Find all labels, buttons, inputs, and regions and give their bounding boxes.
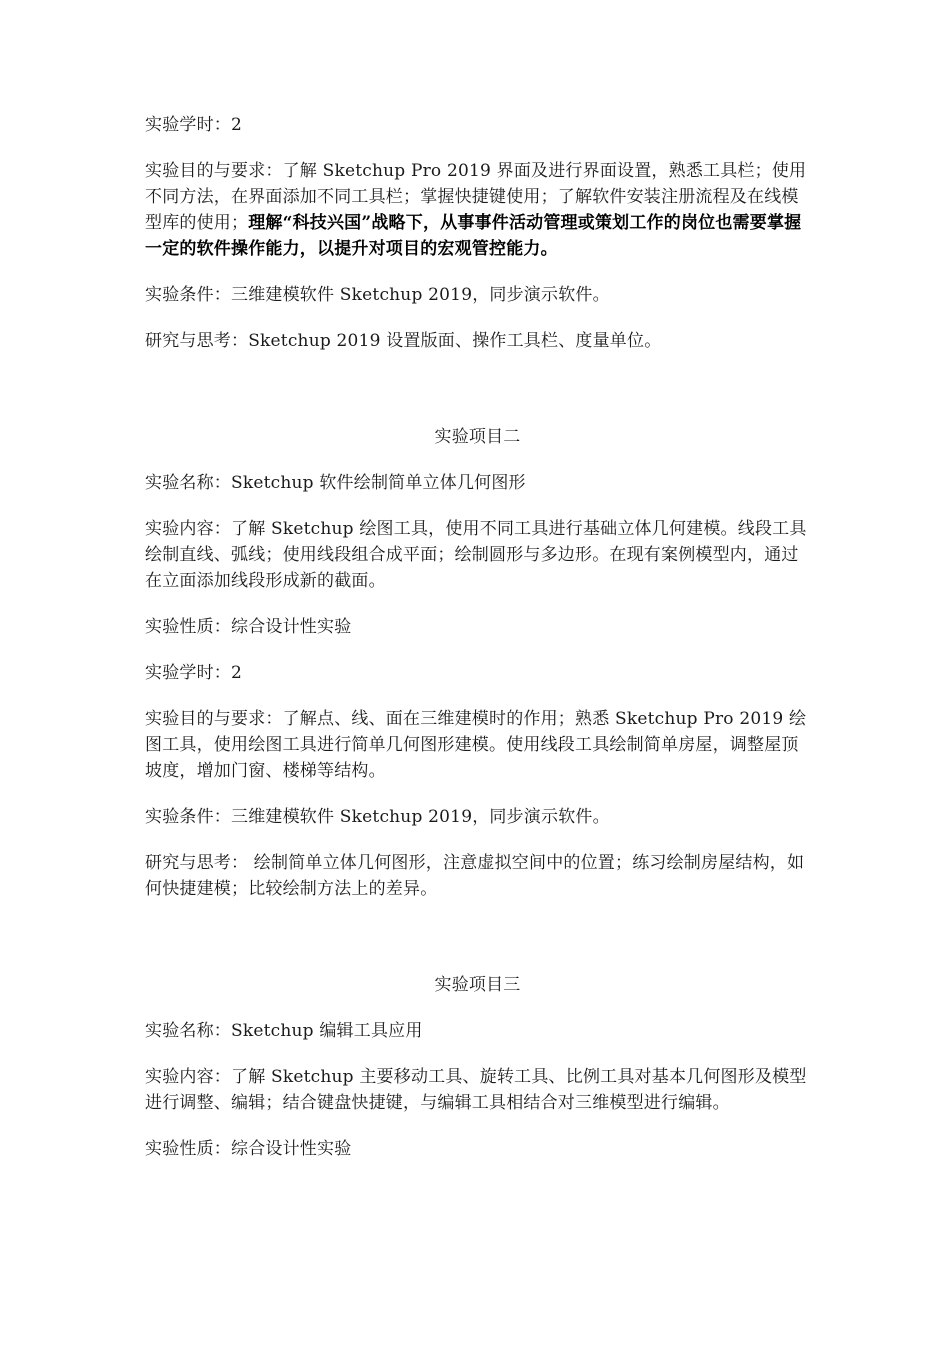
block1-thinking: 研究与思考：Sketchup 2019 设置版面、操作工具栏、度量单位。 (145, 331, 662, 351)
block3-content: 实验内容：了解 Sketchup 主要移动工具、旋转工具、比例工具对基本几何图形及模型进行调整、编辑；结合键盘快捷键，与编辑工具相结合对三维模型进行编辑。 (145, 1067, 807, 1113)
block2-nature: 实验性质：综合设计性实验 (145, 617, 352, 637)
block1-purpose-text: 实验目的与要求：了解 Sketchup Pro 2019 界面及进行界面设置，熟悉工具栏；使用不同方法，在界面添加不同工具栏；掌握快捷键使用；了解软件安装注册流程及在线模型库的使用； (145, 161, 807, 233)
block2-purpose: 实验目的与要求：了解点、线、面在三维建模时的作用；熟悉 Sketchup Pro 2019 绘图工具，使用绘图工具进行简单几何图形建模。使用线段工具绘制简单房屋，调整屋顶坡度，增加门窗、楼梯等结构。 (145, 709, 807, 781)
section-title-project-2: 实验项目二 (434, 427, 521, 447)
block1-purpose (145, 158, 810, 262)
block1-purpose-emphasis: 理解“科技兴国”战略下，从事事件活动管理或策划工作的岗位也需要掌握一定的软件操作能力，以提升对项目的宏观管控能力。 (145, 213, 802, 259)
document-page (145, 112, 810, 1162)
block2-content: 实验内容：了解 Sketchup 绘图工具，使用不同工具进行基础立体几何建模。线段工具绘制直线、弧线；使用线段组合成平面；绘制圆形与多边形。在现有案例模型内，通过在立面添加线段形成新的截面。 (145, 519, 807, 591)
block2-hours: 实验学时：2 (145, 663, 243, 683)
section-title-project-3: 实验项目三 (434, 975, 521, 995)
block2-name: 实验名称：Sketchup 软件绘制简单立体几何图形 (145, 473, 526, 493)
block3-name: 实验名称：Sketchup 编辑工具应用 (145, 1021, 423, 1041)
block2-thinking: 研究与思考： 绘制简单立体几何图形，注意虚拟空间中的位置；练习绘制房屋结构，如何快捷建模；比较绘制方法上的差异。 (145, 853, 805, 899)
block1-hours: 实验学时：2 (145, 115, 243, 135)
block1-conditions: 实验条件：三维建模软件 Sketchup 2019，同步演示软件。 (145, 285, 610, 305)
block2-conditions: 实验条件：三维建模软件 Sketchup 2019，同步演示软件。 (145, 807, 610, 827)
block3-nature: 实验性质：综合设计性实验 (145, 1139, 352, 1159)
